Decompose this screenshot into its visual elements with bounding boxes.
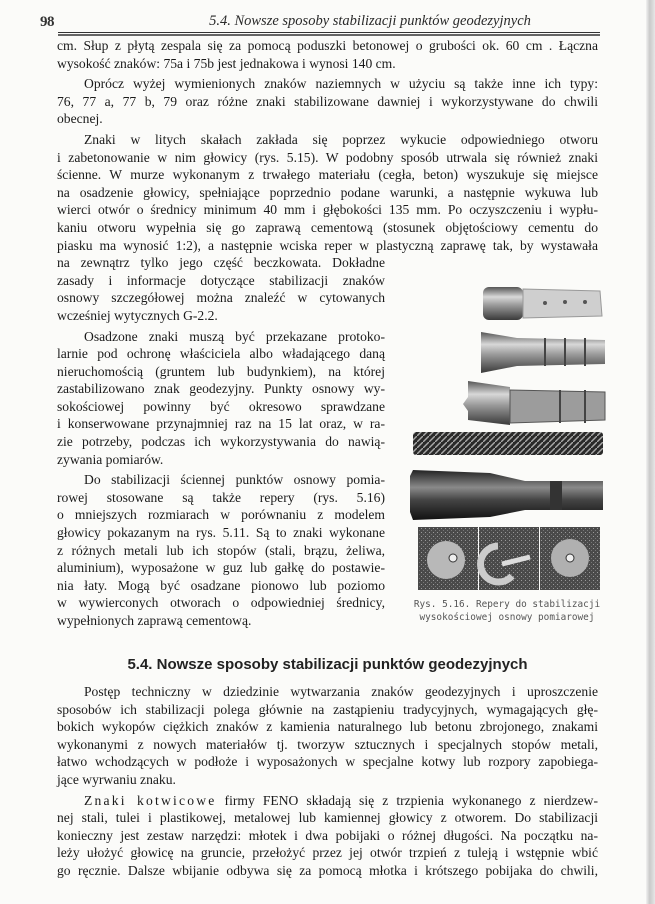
text-line: w wywierconych otworach o odpowiedniej średnicy, (57, 595, 385, 611)
text-line: go ręcznie. Dalsze wbijanie odbywa się za pomocą młotka i krótszego pobijaka do chwili, (57, 862, 598, 878)
text-line: leży ułożyć głowicę na gruncie, przełożyć przez jej otwór trzpień z tuleją i wstępnie wbić (57, 845, 598, 861)
running-header-title: 5.4. Nowsze sposoby stabilizacji punktów geodezyjnych (209, 13, 531, 29)
text-line: z różnych metali lub ich stopów (stali, brązu, żeliwa, (57, 542, 385, 558)
text-line: na osadzenie głowicy, spełniające poprzednio podane warunki, a następnie wykuwa lub (57, 184, 598, 200)
figure-5-16-benchmarks (405, 280, 610, 595)
text-line: nieruchomością (gruntem lub budynkiem), na której (57, 363, 385, 379)
text-line: zie potrzeby, podczas ich wykorzystywania do nawią- (57, 434, 385, 450)
benchmarks-photo (405, 280, 610, 595)
text-line: zywania pomiarów. (57, 451, 164, 467)
text-line: ścienne. W murze wykonanym z trwałego materiału (cegła, beton) wyszukuje się miejsce (57, 167, 598, 183)
paragraph (57, 37, 598, 72)
text-line: głowicy pokazanym na rys. 5.11. Są to znaki wykonane (57, 525, 385, 541)
page-number: 98 (40, 14, 54, 30)
benchmark-discs-photos (418, 527, 600, 590)
text-line: kaniu otworu wypełnia się go zaprawą cementową (stosunek objętościowy cementu do (57, 219, 598, 235)
text-line: jące wyrwaniu znaku. (57, 771, 176, 787)
text-line: o mniejszych rozmiarach w porównaniu z modelem (57, 507, 385, 523)
text-line: rowej stosowane są także repery (rys. 5.16) (57, 489, 385, 505)
section-heading: 5.4. Nowsze sposoby stabilizacji punktów geodezyjnych (127, 656, 528, 673)
spaced-term: Znaki kotwicowe (84, 792, 217, 808)
text-line: wysokość znaków: 75a i 75b jest jednakowa i wynosi 140 cm. (57, 55, 396, 71)
caption-line-1: Rys. 5.16. Repery do stabilizacji (413, 599, 601, 610)
text-line: 76, 77 a, 77 b, 79 oraz różne znaki stabilizowane dawniej i wykorzystywane do chwili (57, 93, 598, 109)
text-line: Do stabilizacji ściennej punktów osnowy pomia- (84, 472, 385, 488)
text-line: łatwo wchodzących w podłoże i wyposażonych w specjalne kotwy lub rozpory zapobiega- (57, 754, 598, 770)
text-line: bokich wykopów ciężkich znaków z kamienia naturalnego lub betonu zbrojonego, znakami (57, 719, 598, 735)
text-line: Oprócz wyżej wymienionych znaków naziemnych w użyciu są także inne ich typy: (84, 76, 598, 92)
text-line: cm. Słup z płytą zespala się za pomocą poduszki betonowej o grubości ok. 60 cm . Łączna (57, 38, 598, 53)
header-rule (58, 32, 600, 36)
text-line: i zabetonowanie w nim głowicy (rys. 5.15). W podobny sposób utrwala się również znaki (57, 149, 598, 165)
text-line: Znaki w litych skałach zakłada się poprzez wykucie odpowiedniego otworu (84, 131, 598, 147)
caption-line-2: wysokościowej osnowy pomiarowej (419, 612, 595, 623)
text-line: sposobów ich stabilizacji polega głównie na zastąpieniu tradycyjnych, wymagających głę- (57, 701, 598, 717)
paragraph (57, 75, 598, 128)
text-line: wierci otwór o średnicy minimum 40 mm i głębokości 135 mm. Po oczyszczeniu i wypłu- (57, 202, 598, 218)
text-line: na zewnątrz tylko jego część beczkowata. Dokładne (57, 255, 385, 271)
text-line: Osadzone znaki muszą być przekazane protoko- (84, 328, 385, 344)
benchmark-2 (481, 332, 605, 373)
paragraph (57, 683, 598, 789)
text-line: piasku ma wynosić 1:2), a następnie wciska reper w plastyczną zaprawę tak, by wystawała (57, 237, 598, 253)
text-line: osnowy szczegółowej można znaleźć w cytowanych (57, 290, 385, 306)
text-line: sokościowej powinny być okresowo sprawdzane (57, 398, 385, 414)
text-line: zastabilizowano znak geodezyjny. Punkty osnowy wy- (57, 381, 385, 397)
benchmark-1 (483, 287, 602, 320)
text-line: nia łaty. Mogą być osadzane pionowo lub poziomo (57, 577, 385, 593)
scan-page-edge (646, 0, 655, 904)
text-line: nej stali, tulei i plastikowej, metalowej lub kamiennej głowicy z otworem. Do stabilizacji (57, 810, 598, 826)
text-line: zasady i informacje dotyczące stabilizacji znaków (57, 272, 385, 288)
text-line: obecnej. (57, 111, 103, 127)
text-line: wykonanymi z nowych materiałów tj. tworzyw sztucznych i specjalnych stopów metali, (57, 736, 598, 752)
line-rest: firmy FENO składają się z trzpienia wykonanego z nierdzew- (216, 792, 598, 808)
benchmark-3 (463, 381, 605, 425)
figure-caption (402, 598, 612, 624)
text-line: konieczny jest zestaw narzędzi: młotek i dwa pobijaki o różnej długości. Na początku na- (57, 827, 598, 843)
text-line: Postęp techniczny w dziedzinie wytwarzania znaków geodezyjnych i uproszczenie (84, 684, 598, 699)
text-line: aluminium), wyposażone w guz lub gałkę do postawie- (57, 560, 385, 576)
text-line: larnie pod ochronę właściciela albo władającego daną (57, 346, 385, 362)
body-text-section-2 (57, 683, 598, 880)
text-line: wcześniej wytycznych G-2.2. (57, 307, 218, 323)
text-line: i konserwowane przynajmniej raz na 15 lat oraz, w ra- (57, 416, 385, 432)
text-line: wypełnionych zaprawą cementową. (57, 613, 252, 628)
text-line (57, 792, 598, 810)
benchmark-5 (410, 470, 603, 520)
benchmark-4-rebar (413, 432, 603, 455)
paragraph (57, 792, 598, 880)
